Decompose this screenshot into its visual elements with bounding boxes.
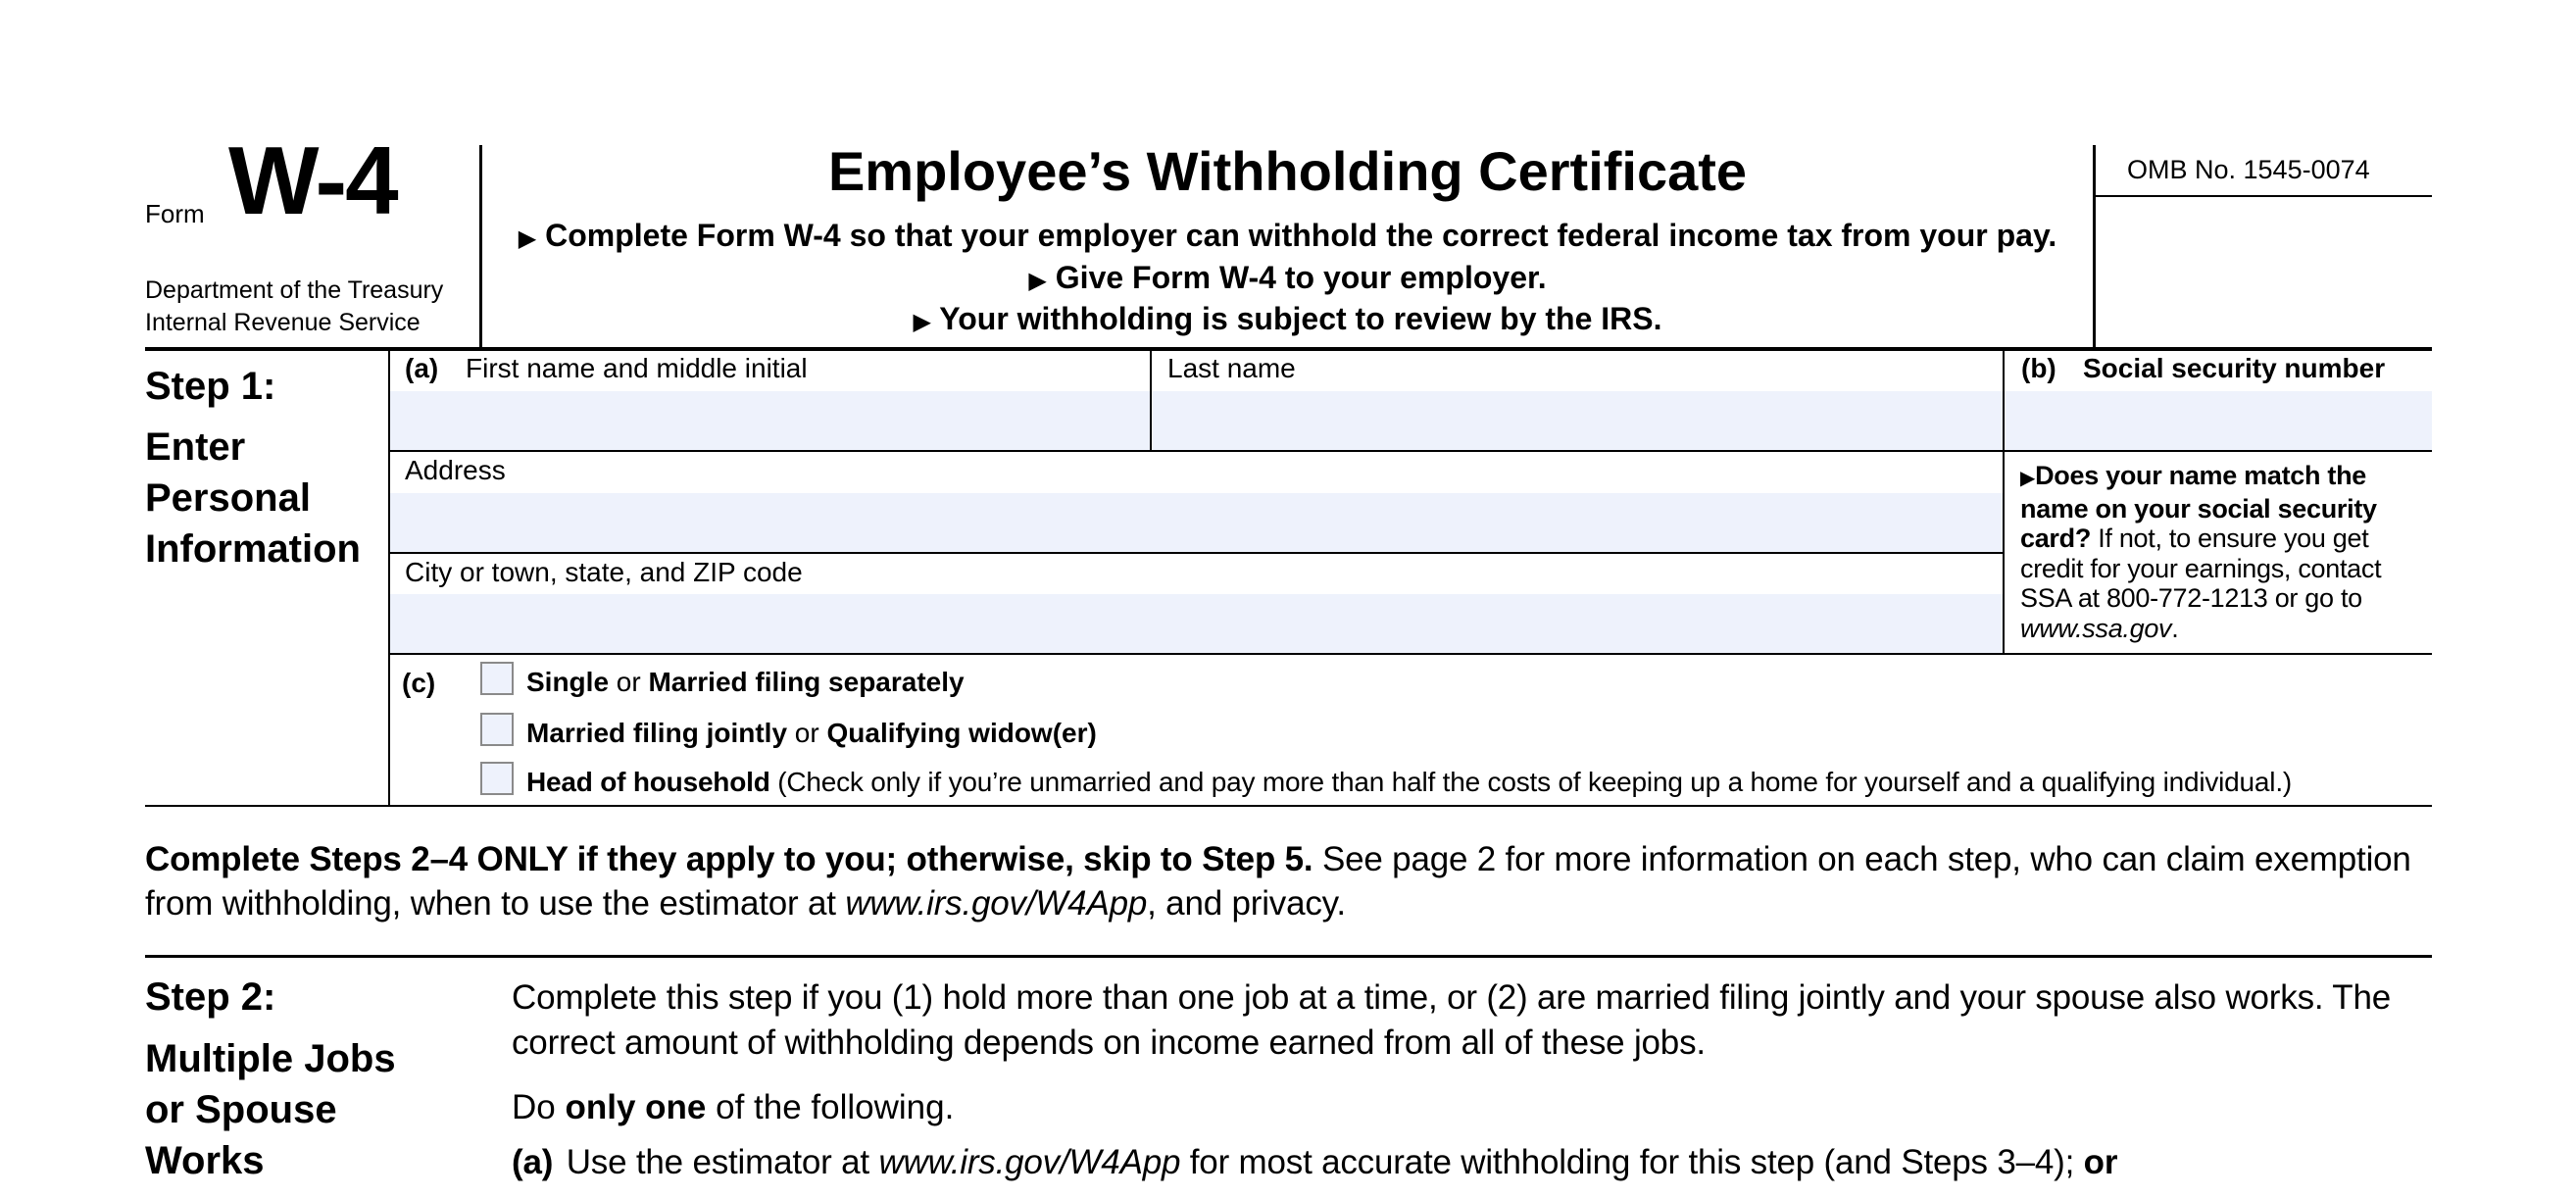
header-instruction-2-text: Give Form W-4 to your employer. [1055, 260, 1547, 295]
married-jointly-label-or: or [787, 718, 827, 748]
single-label-or: or [609, 667, 649, 697]
arrow-right-icon: ▶ [1028, 268, 1047, 294]
header-instruction-2 [482, 260, 2093, 296]
head-of-household-label-text: (Check only if you’re unmarried and pay more than half the costs of keeping up a home for yourself and a qualifying individual.) [769, 767, 2293, 797]
ssa-link[interactable]: www.ssa.gov [2020, 613, 2172, 643]
head-of-household-checkbox[interactable] [480, 762, 514, 795]
step1-title: Step 1: [145, 365, 276, 408]
step2-option-a-post: for most accurate withholding for this step (and Steps 3–4); [1180, 1143, 2084, 1181]
form-prefix: Form [145, 199, 205, 228]
address-label: Address [405, 455, 506, 485]
step2-option-a-letter: (a) [512, 1143, 554, 1181]
step2-option-a-or: or [2083, 1143, 2118, 1181]
arrow-right-icon: ▶ [913, 309, 931, 335]
first-name-label: First name and middle initial [466, 353, 808, 383]
step2-paragraph: Complete this step if you (1) hold more than one job at a time, or (2) are married filing jointly and your spouse also works. The correct amount of withholding depends on income earned from all of these jobs. [512, 978, 2391, 1062]
ssa-note-bold: Does your name match the name on your social security card? [2020, 461, 2377, 553]
step2-do-post: of the following. [706, 1088, 955, 1126]
ssn-label: Social security number [2083, 353, 2386, 383]
header-bottom-rule [145, 347, 2432, 351]
ssn-input[interactable] [2005, 391, 2432, 450]
last-name-label: Last name [1167, 353, 1296, 383]
ssa-note [2020, 461, 2432, 643]
row1-bottom-rule [388, 450, 2432, 452]
step1-subtitle-line-1: Enter [145, 425, 246, 469]
department-line-1: Department of the Treasury [145, 276, 444, 304]
single-label [526, 667, 965, 698]
married-jointly-label [526, 718, 1097, 749]
last-name-input[interactable] [1152, 391, 2003, 450]
filing-status-letter: (c) [402, 668, 436, 698]
step2-do-bold: only one [565, 1088, 707, 1126]
head-of-household-label [526, 767, 2292, 798]
arrow-right-icon: ▶ [518, 225, 537, 252]
step2-option-a-pre: Use the estimator at [566, 1143, 879, 1181]
header-instruction-1 [482, 218, 2093, 254]
step1-subtitle-line-2: Personal [145, 476, 311, 520]
notice-bottom-rule [145, 955, 2432, 958]
married-jointly-label-bold-1: Married filing jointly [526, 718, 788, 748]
step2-estimator-link[interactable]: www.irs.gov/W4App [878, 1143, 1181, 1181]
header-instruction-1-text: Complete Form W-4 so that your employer can withhold the correct federal income tax from your pay. [545, 218, 2057, 253]
ssa-note-text: If not, to ensure you get credit for your earnings, contact SSA at 800-772-1213 or go to [2020, 524, 2382, 613]
steps-notice [145, 837, 2439, 925]
row3-bottom-rule [388, 653, 2432, 655]
married-jointly-checkbox[interactable] [480, 713, 514, 746]
row2-bottom-rule [388, 552, 2005, 554]
address-input[interactable] [390, 493, 2003, 552]
estimator-link[interactable]: www.irs.gov/W4App [845, 884, 1148, 923]
steps-notice-bold: Complete Steps 2–4 ONLY if they apply to you; otherwise, skip to Step 5. [145, 840, 1313, 878]
department-line-2: Internal Revenue Service [145, 309, 421, 336]
step2-option-a [512, 1143, 2117, 1182]
page-title: Employee’s Withholding Certificate [827, 140, 1748, 202]
step2-subtitle-line-1: Multiple Jobs [145, 1037, 396, 1080]
step2-subtitle-line-2: or Spouse [145, 1088, 337, 1131]
first-name-input[interactable] [390, 391, 1150, 450]
step2-do-pre: Do [512, 1088, 566, 1126]
city-label: City or town, state, and ZIP code [405, 557, 803, 587]
header-instruction-3-text: Your withholding is subject to review by the IRS. [939, 301, 1662, 336]
header-divider-right [2093, 145, 2096, 349]
head-of-household-label-bold: Head of household [526, 767, 770, 797]
city-input[interactable] [390, 594, 2003, 653]
arrow-right-icon: ▶ [2020, 468, 2036, 489]
single-checkbox[interactable] [480, 662, 514, 695]
step1-bottom-rule [145, 805, 2432, 807]
step2-do-one [512, 1088, 954, 1127]
ssa-note-period: . [2171, 613, 2179, 643]
step2-title: Step 2: [145, 975, 276, 1019]
ssn-letter: (b) [2021, 353, 2056, 383]
omb-number: OMB No. 1545-0074 [2127, 155, 2370, 184]
married-jointly-label-bold-2: Qualifying widow(er) [826, 718, 1097, 748]
single-label-bold-2: Married filing separately [648, 667, 965, 697]
omb-underline [2096, 195, 2432, 197]
header-instruction-3 [482, 301, 2093, 337]
steps-notice-text-2: , and privacy. [1147, 884, 1346, 923]
step1-subtitle-line-3: Information [145, 527, 361, 571]
form-number: W-4 [228, 126, 397, 234]
single-label-bold-1: Single [526, 667, 610, 697]
steps-notice-text-1: See page 2 for more information on each step, who can claim exemption from withholding, when to use the estimator at [145, 840, 2411, 923]
step2-subtitle-line-3: Works [145, 1139, 265, 1182]
first-name-letter: (a) [405, 353, 439, 383]
